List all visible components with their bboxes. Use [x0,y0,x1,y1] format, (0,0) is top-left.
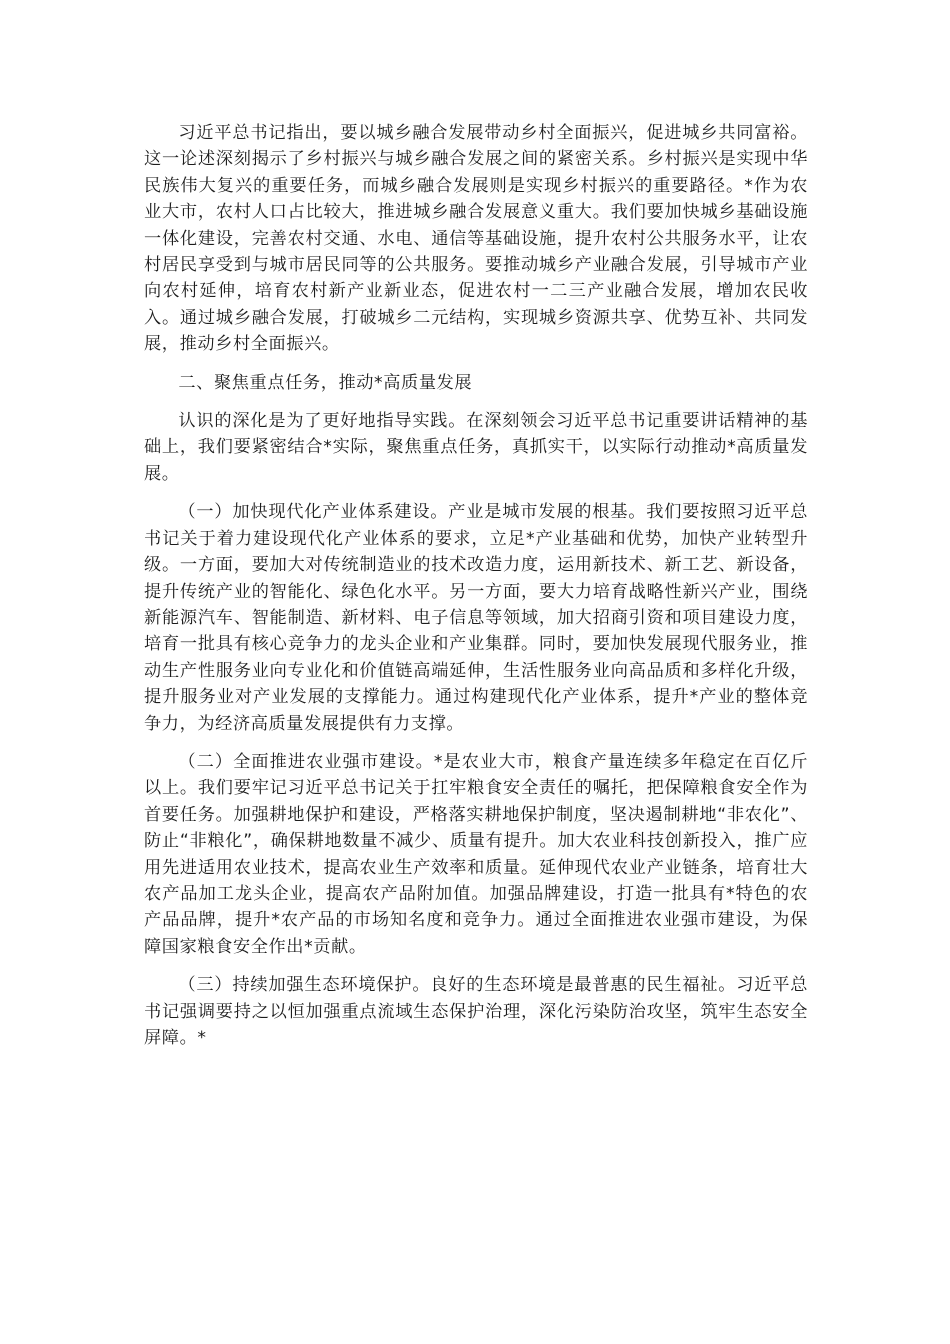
document-body [144,120,808,1063]
paragraph-ecology: （三）持续加强生态环境保护。良好的生态环境是最普惠的民生福祉。习近平总书记强调要持之以恒加强重点流域生态保护治理，深化污染防治攻坚，筑牢生态安全屏障。* [144,975,808,1048]
paragraph-modern-industry: （一）加快现代化产业体系建设。产业是城市发展的根基。我们要按照习近平总书记关于着力建设现代化产业体系的要求，立足*产业基础和优势，加快产业转型升级。一方面，要加大对传统制造业的技术改造力度，运用新技术、新工艺、新设备，提升传统产业的智能化、绿色化水平。另一方面，要大力培育战略性新兴产业，围绕新能源汽车、智能制造、新材料、电子信息等领域，加大招商引资和项目建设力度，培育一批具有核心竞争力的龙头企业和产业集群。同时，要加快发展现代服务业，推动生产性服务业向专业化和价值链高端延伸，生活性服务业向高品质和多样化升级，提升服务业对产业发展的支撑能力。通过构建现代化产业体系，提升*产业的整体竞争力，为经济高质量发展提供有力支撑。 [144,502,808,734]
paragraph-urban-rural-integration: 习近平总书记指出，要以城乡融合发展带动乡村全面振兴，促进城乡共同富裕。这一论述深刻揭示了乡村振兴与城乡融合发展之间的紧密关系。乡村振兴是实现中华民族伟大复兴的重要任务，而城乡融合发展则是实现乡村振兴的重要路径。*作为农业大市，农村人口占比较大，推进城乡融合发展意义重大。我们要加快城乡基础设施一体化建设，完善农村交通、水电、通信等基础设施，提升农村公共服务水平，让农村居民享受到与城市居民同等的公共服务。要推动城乡产业融合发展，引导城市产业向农村延伸，培育农村新产业新业态，促进农村一二三产业融合发展，增加农民收入。通过城乡融合发展，打破城乡二元结构，实现城乡资源共享、优势互补、共同发展，推动乡村全面振兴。 [144,123,808,355]
paragraph-agriculture: （二）全面推进农业强市建设。*是农业大市，粮食产量连续多年稳定在百亿斤以上。我们要牢记习近平总书记关于扛牢粮食安全责任的嘱托，把保障粮食安全作为首要任务。加强耕地保护和建设，严格落实耕地保护制度，坚决遏制耕地“非农化”、防止“非粮化”，确保耕地数量不减少、质量有提升。加大农业科技创新投入，推广应用先进适用农业技术，提高农业生产效率和质量。延伸现代农业产业链条，培育壮大农产品加工龙头企业，提高农产品附加值。加强品牌建设，打造一批具有*特色的农产品品牌，提升*农产品的市场知名度和竞争力。通过全面推进农业强市建设，为保障国家粮食安全作出*贡献。 [144,751,808,957]
section-heading-two: 二、聚焦重点任务，推动*高质量发展 [178,372,473,393]
paragraph-practice-guidance: 认识的深化是为了更好地指导实践。在深刻领会习近平总书记重要讲话精神的基础上，我们要紧密结合*实际，聚焦重点任务，真抓实干，以实际行动推动*高质量发展。 [144,411,808,484]
